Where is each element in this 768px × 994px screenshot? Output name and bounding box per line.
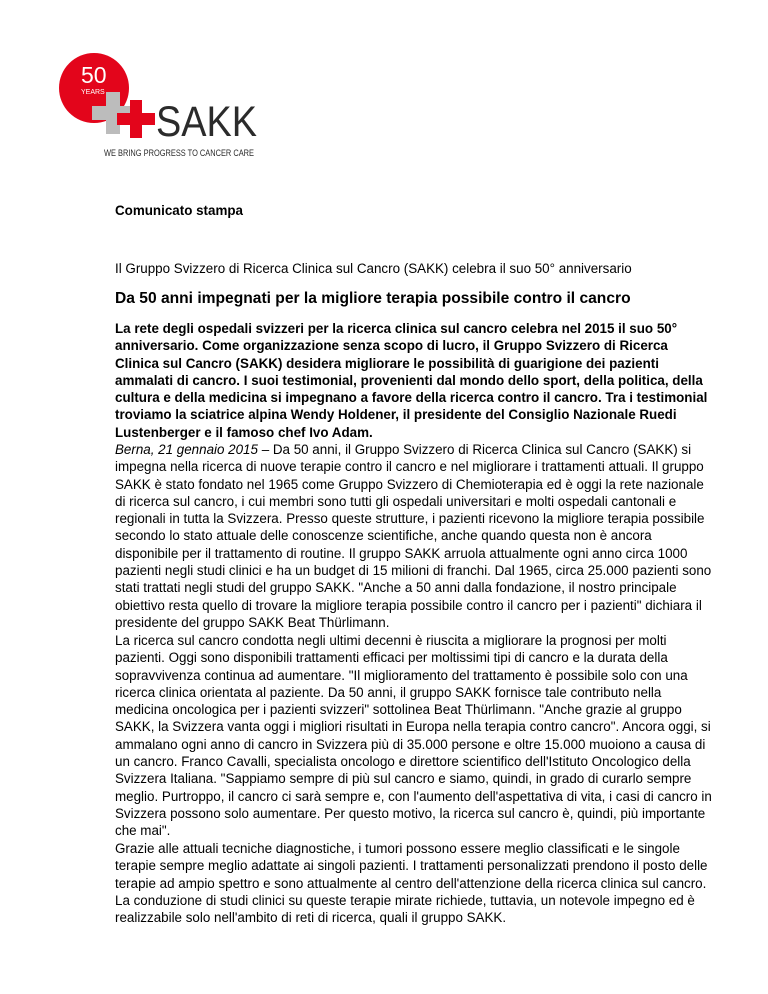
logo-tagline: WE BRING PROGRESS TO CANCER CARE: [104, 148, 254, 158]
body-paragraph-1-text: – Da 50 anni, il Gruppo Svizzero di Ricerca Clinica sul Cancro (SAKK) si impegna nella ricerca di nuove terapie contro il cancro e nel migliorare i trattamenti attuali. Il gruppo SAKK è stato fondato nel 1965 come Gruppo Svizzero di Chemioterapia ed è oggi la rete nazionale di ricerca sul cancro, i cui membri sono tutti gli ospedali universitari e molti ospedali cantonali e regionali in tutta la Svizzera. Presso queste strutture, i pazienti ricevono la migliore terapia possibile secondo lo stato attuale delle conoscenze scientifiche, anche quando questa non è ancora disponibile per il trattamento di routine. Il gruppo SAKK arruola attualmente ogni anno circa 1000 pazienti negli studi clinici e ha un budget di 15 milioni di franchi. Dal 1965, circa 25.000 pazienti sono stati trattati negli studi del gruppo SAKK. "Anche a 50 anni dalla fondazione, il nostro principale obiettivo resta quello di trovare la migliore terapia possibile contro il cancro per i pazienti" dichiara il presidente del gruppo SAKK Beat Thürlimann.: [115, 442, 712, 630]
body-paragraph-3: Grazie alle attuali tecniche diagnostiche, i tumori possono essere meglio classificati e le singole terapie sempre meglio adattate ai singoli pazienti. I trattamenti personalizzati prendono il posto delle terapie ad ampio spettro e sono attualmente al centro dell'attenzione della ricerca clinica sul cancro. La conduzione di studi clinici su queste terapie mirate richiede, tuttavia, un notevole impegno ed è realizzabile solo nell'ambito di reti di ricerca, quali il gruppo SAKK.: [115, 841, 708, 926]
logo-brand-text: SAKK: [156, 98, 258, 146]
document-type: Comunicato stampa: [115, 203, 243, 218]
body-paragraph-2: La ricerca sul cancro condotta negli ultimi decenni è riuscita a migliorare la prognosi per molti pazienti. Oggi sono disponibili trattamenti efficaci per moltissimi tipi di cancro e la durata della sopravvivenza continua ad aumentare. "Il miglioramento del trattamento è possibile solo con una ricerca clinica orientata al paziente. Da 50 anni, il gruppo SAKK fornisce tale contributo nella medicina oncologica per i pazienti svizzeri" sottolinea Beat Thürlimann. "Anche grazie al gruppo SAKK, la Svizzera vanta oggi i migliori risultati in Europa nella terapia contro cancro". Ancora oggi, si ammalano ogni anno di cancro in Svizzera più di 35.000 persone e oltre 15.000 muoiono a causa di un cancro. Franco Cavalli, specialista oncologo e direttore scientifico dell'Istituto Oncologico della Svizzera Italiana. "Sappiamo sempre di più sul cancro e siamo, quindi, in grado di curarlo sempre meglio. Purtroppo, il cancro ci sarà sempre e, con l'aumento dell'aspettativa di vita, i casi di cancro in Svizzera possono solo aumentare. Per questo motivo, la ricerca sul cancro è, quindi, più importante che mai".: [115, 633, 712, 839]
body-paragraph-1: [115, 441, 715, 631]
dateline: Berna, 21 gennaio 2015: [115, 442, 258, 457]
lead-paragraph: La rete degli ospedali svizzeri per la ricerca clinica sul cancro celebra nel 2015 il suo 50° anniversario. Come organizzazione senza scopo di lucro, il Gruppo Svizzero di Ricerca Clinica sul Cancro (SAKK) desidera migliorare le possibilità di guarigione dei pazienti ammalati di cancro. I suoi testimonial, provenienti dal mondo dello sport, della politica, della cultura e della medicina si impegnano a favore della ricerca contro il cancro. Tra i testimonial troviamo la sciatrice alpina Wendy Holdener, il presidente del Consiglio Nazionale Ruedi Lustenberger e il famoso chef Ivo Adam.: [115, 321, 708, 440]
logo-badge-number: 50: [81, 62, 107, 88]
headline: Da 50 anni impegnati per la migliore terapia possibile contro il cancro: [115, 290, 631, 307]
intro-line: Il Gruppo Svizzero di Ricerca Clinica sul Cancro (SAKK) celebra il suo 50° anniversario: [115, 261, 632, 276]
sakk-50-years-logo: [58, 52, 268, 162]
logo-badge-text: YEARS: [81, 89, 105, 96]
sakk-logo-graphic: [58, 52, 268, 162]
